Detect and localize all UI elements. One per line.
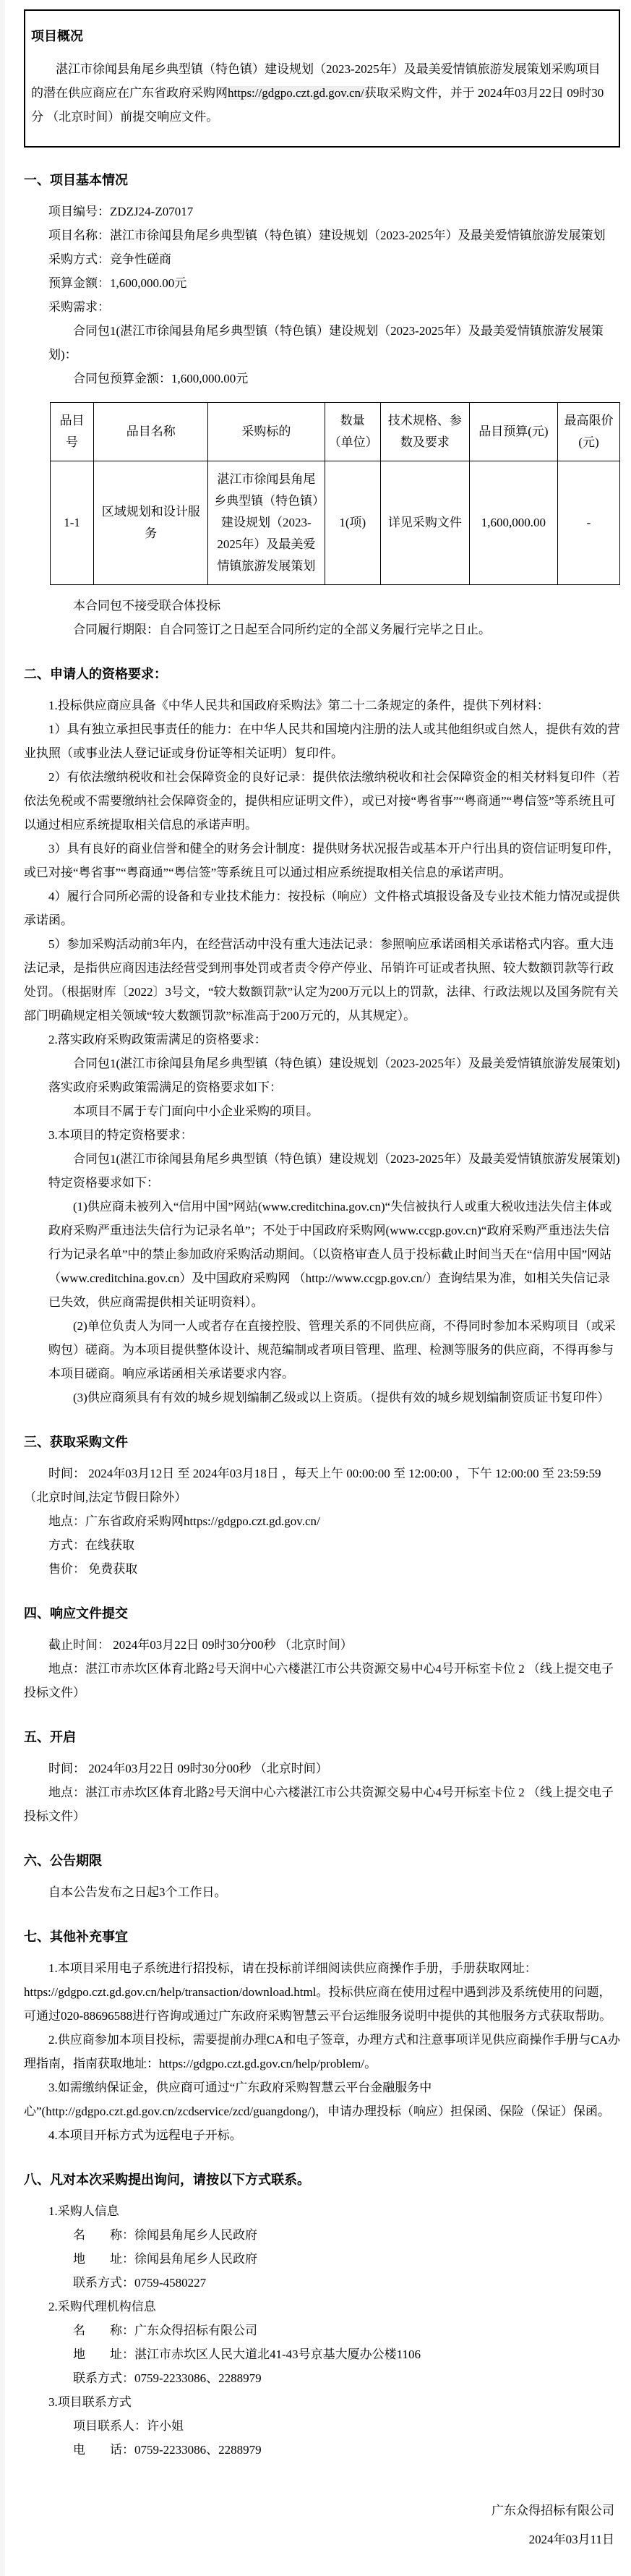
- signature-company: 广东众得招标有限公司: [492, 2504, 614, 2517]
- field-procurement-method: 采购方式：竞争性磋商: [48, 252, 171, 266]
- qualification-para: 3）具有良好的商业信誉和健全的财务会计制度：提供财务状况报告或基本开户行出具的资信证明复印件，或已对接“粤省事”“粤商通”“粤信签”等系统且可以通过相应系统提取相关信息的承诺声明。: [24, 842, 620, 879]
- cell-tech-specs: 详见采购文件: [380, 461, 469, 585]
- overview-text-before: 湛江市徐闻县角尾乡典型镇（特色镇）建设规划（2023-2025年）及最美爱情镇旅游发展策划采购项目的潜在供应商应在广东省政府采购网: [31, 62, 601, 100]
- table-row: [50, 461, 619, 585]
- overview-box: [24, 9, 620, 148]
- qualification-para: 4）履行合同所必需的设备和专业技术能力：按投标（响应）文件格式填报设备及专业技术能力情况或提供承诺函。: [24, 890, 620, 927]
- signature-date: 2024年03月11日: [528, 2533, 614, 2546]
- project-contact-phone: 电 话：0759-2233086、2288979: [73, 2443, 262, 2457]
- heading-announcement-period: 六、公告期限: [24, 1854, 102, 1868]
- qualification-para: 合同包1(湛江市徐闻县角尾乡典型镇（特色镇）建设规划（2023-2025年）及最美爱情镇旅游发展策划)特定资格要求如下：: [48, 1152, 620, 1190]
- heading-obtain-documents: 三、获取采购文件: [24, 1435, 128, 1449]
- table-header-row: [50, 403, 619, 461]
- cell-max-price: -: [558, 461, 620, 585]
- agency-address: 地 址：湛江市赤坎区人民大道北41-43号京基大厦办公楼1106: [73, 2347, 421, 2361]
- field-procurement-demand: 采购需求：: [48, 300, 110, 314]
- heading-contact: 八、凡对本次采购提出询问，请按以下方式联系。: [24, 2172, 310, 2187]
- qualification-para: 2.落实政府采购政策需满足的资格要求：: [48, 1033, 267, 1046]
- opening-time: 时间： 2024年03月22日 09时30分00秒 （北京时间）: [48, 1762, 328, 1775]
- col-item-no: 品目号: [50, 403, 94, 461]
- qualification-para: 1）具有独立承担民事责任的能力：在中华人民共和国境内注册的法人或其他组织或自然人，提供有效的营业执照（或事业法人登记证或身份证等相关证明）复印件。: [24, 722, 620, 760]
- opening-location: 地点：湛江市赤坎区体育北路2号天润中心六楼湛江市公共资源交易中心4号开标室卡位 2 （线上提交电子投标文件）: [24, 1786, 614, 1823]
- other-matter-para: 2.供应商参加本项目投标，需要提前办理CA和电子签章，办理方式和注意事项详见供应商操作手册与CA办理指南，指南获取地址：https://gdgpo.czt.gd.gov.cn/help/problem/。: [24, 2033, 620, 2070]
- qualification-para: 合同包1(湛江市徐闻县角尾乡典型镇（特色镇）建设规划（2023-2025年）及最美爱情镇旅游发展策划)落实政府采购政策需满足的资格要求如下：: [48, 1057, 620, 1094]
- agency-contact: 联系方式：0759-2233086、2288979: [73, 2371, 262, 2385]
- qualification-para: 1.投标供应商应具备《中华人民共和国政府采购法》第二十二条规定的条件，提供下列材料：: [48, 699, 549, 712]
- heading-response-submission: 四、响应文件提交: [24, 1606, 128, 1621]
- obtain-method: 方式：在线获取: [48, 1538, 134, 1552]
- col-tech-specs: 技术规格、参数及要求: [380, 403, 469, 461]
- purchaser-info-title: 1.采购人信息: [48, 2204, 119, 2218]
- cell-item-no: 1-1: [50, 461, 94, 585]
- field-project-name: 项目名称：湛江市徐闻县角尾乡典型镇（特色镇）建设规划（2023-2025年）及最美爱情镇旅游发展策划: [48, 229, 606, 242]
- col-max-price: 最高限价(元): [558, 403, 620, 461]
- field-project-number: 项目编号：ZDZJ24-Z07017: [48, 205, 194, 218]
- col-item-name: 品目名称: [94, 403, 208, 461]
- overview-title: 项目概况: [31, 29, 83, 43]
- agency-name: 名 称：广东众得招标有限公司: [73, 2324, 257, 2337]
- col-procurement-subject: 采购标的: [208, 403, 325, 461]
- qualification-para: (2)单位负责人为同一人或者存在直接控股、管理关系的不同供应商，不得同时参加本采购项目（或采购包）磋商。为本项目提供整体设计、规范编制或者项目管理、监理、检测等服务的供应商，不得再参与本项目磋商。响应承诺函相关承诺要求内容。: [48, 1319, 616, 1381]
- heading-opening: 五、开启: [24, 1730, 76, 1744]
- obtain-location: 地点：广东省政府采购网https://gdgpo.czt.gd.gov.cn/: [48, 1514, 320, 1528]
- cell-quantity-unit: 1(项): [325, 461, 380, 585]
- heading-other-matters: 七、其他补充事宜: [24, 1929, 128, 1944]
- heading-basic-info: 一、项目基本情况: [24, 173, 128, 187]
- col-item-budget: 品目预算(元): [469, 403, 557, 461]
- heading-qualification: 二、申请人的资格要求：: [24, 667, 167, 681]
- contract-package-line: 合同包1(湛江市徐闻县角尾乡典型镇（特色镇）建设规划（2023-2025年）及最美爱情镇旅游发展策划)：: [48, 324, 604, 362]
- qualification-para: (3)供应商须具有有效的城乡规划编制乙级或以上资质。（提供有效的城乡规划编制资质证书复印件）: [73, 1391, 610, 1404]
- purchaser-address: 地 址：徐闻县角尾乡人民政府: [73, 2252, 257, 2266]
- overview-text-after: 获取采购文件，并于 2024年03月22日 09时30分 （北京时间）前提交响应文件。: [31, 86, 604, 124]
- procurement-items-table: [50, 402, 620, 585]
- contract-package-budget: 合同包预算金额：1,600,000.00元: [73, 372, 249, 385]
- project-contact-title: 3.项目联系方式: [48, 2395, 132, 2409]
- field-budget-amount: 预算金额：1,600,000.00元: [48, 276, 187, 290]
- qualification-para: (1)供应商未被列入“信用中国”网站(www.creditchina.gov.cn)“失信被执行人或重大税收违法失信主体或政府采购严重违法失信行为记录名单”；不处于中国政府采购网(www.ccgp.gov.cn)“政府采购严重违法失信行为记录名单”中的禁止参加政府采购活动期间。（以资格审查人员于投标截止时间当天在“信用中国”网站（www.creditchina.gov.cn）及中国政府采购网 （http://www.ccgp.gov.cn/）查询结果为准，如相关失信记录已失效，供应商需提供相关证明资料）。: [48, 1200, 612, 1309]
- col-quantity-unit: 数量（单位）: [325, 403, 380, 461]
- purchaser-name: 名 称：徐闻县角尾乡人民政府: [73, 2228, 257, 2242]
- other-matter-para: 1.本项目采用电子系统进行招投标，请在投标前详细阅读供应商操作手册，手册获取网址：https://gdgpo.czt.gd.gov.cn/help/transaction/download.html。投标供应商在使用过程中遇到涉及系统使用的问题，可通过020-88696588进行咨询或通过广东政府采购智慧云平台运维服务说明中提供的其他服务方式获取帮助。: [24, 1961, 612, 2023]
- cell-item-name: 区域规划和设计服务: [94, 461, 208, 585]
- cell-procurement-subject: 湛江市徐闻县角尾乡典型镇（特色镇）建设规划（2023-2025年）及最美爱情镇旅游发展策划: [208, 461, 325, 585]
- signature-block: [24, 2496, 620, 2554]
- announcement-period-text: 自本公告发布之日起3个工作日。: [48, 1885, 227, 1899]
- procurement-portal-url: https://gdgpo.czt.gd.gov.cn/: [228, 86, 364, 100]
- other-matter-para: 4.本项目开标方式为远程电子开标。: [48, 2128, 242, 2142]
- obtain-price: 售价： 免费获取: [48, 1562, 138, 1576]
- note-no-consortium: 本合同包不接受联合体投标: [73, 599, 220, 613]
- project-contact-person: 项目联系人：许小姐: [73, 2419, 184, 2433]
- qualification-para: 本项目不属于专门面向中小企业采购的项目。: [73, 1104, 319, 1118]
- qualification-para: 3.本项目的特定资格要求：: [48, 1128, 193, 1142]
- overview-paragraph: [31, 57, 610, 129]
- other-matter-para: 3.如需缴纳保证金，供应商可通过“广东政府采购智慧云平台金融服务中心”(http://gdgpo.czt.gd.gov.cn/zcdservice/zcd/guangdong/)，申请办理投标（响应）担保函、保险（保证）保函。: [24, 2081, 610, 2118]
- submission-location: 地点：湛江市赤坎区体育北路2号天润中心六楼湛江市公共资源交易中心4号开标室卡位 2 （线上提交电子投标文件）: [24, 1662, 614, 1699]
- agency-info-title: 2.采购代理机构信息: [48, 2300, 156, 2313]
- qualification-para: 2）有依法缴纳税收和社会保障资金的良好记录：提供依法缴纳税收和社会保障资金的相关材料复印件（若依法免税或不需要缴纳社会保障资金的，提供相应证明文件），或已对接“粤省事”“粤商通”“粤信签”等系统且可以通过相应系统提取相关信息的承诺声明。: [24, 770, 620, 832]
- cell-item-budget: 1,600,000.00: [469, 461, 557, 585]
- obtain-time: 时间： 2024年03月12日 至 2024年03月18日 ，每天上午 00:00:00 至 12:00:00 ，下午 12:00:00 至 23:59:59（北京时间,法定节假日除外）: [24, 1467, 601, 1504]
- submission-deadline: 截止时间： 2024年03月22日 09时30分00秒 （北京时间）: [48, 1638, 353, 1652]
- purchaser-contact: 联系方式：0759-4580227: [73, 2276, 207, 2290]
- qualification-para: 5）参加采购活动前3年内，在经营活动中没有重大违法记录：参照响应承诺函相关承诺格式内容。重大违法记录，是指供应商因违法经营受到刑事处罚或者责令停产停业、吊销许可证或者执照、较大数额罚款等行政处罚。（根据财库〔2022〕3号文，“较大数额罚款”认定为200万元以上的罚款，法律、行政法规以及国务院有关部门明确规定相关领域“较大数额罚款”标准高于200万元的，从其规定）。: [24, 937, 619, 1023]
- note-contract-duration: 合同履行期限：自合同签订之日起至合同所约定的全部义务履行完毕之日止。: [73, 623, 491, 636]
